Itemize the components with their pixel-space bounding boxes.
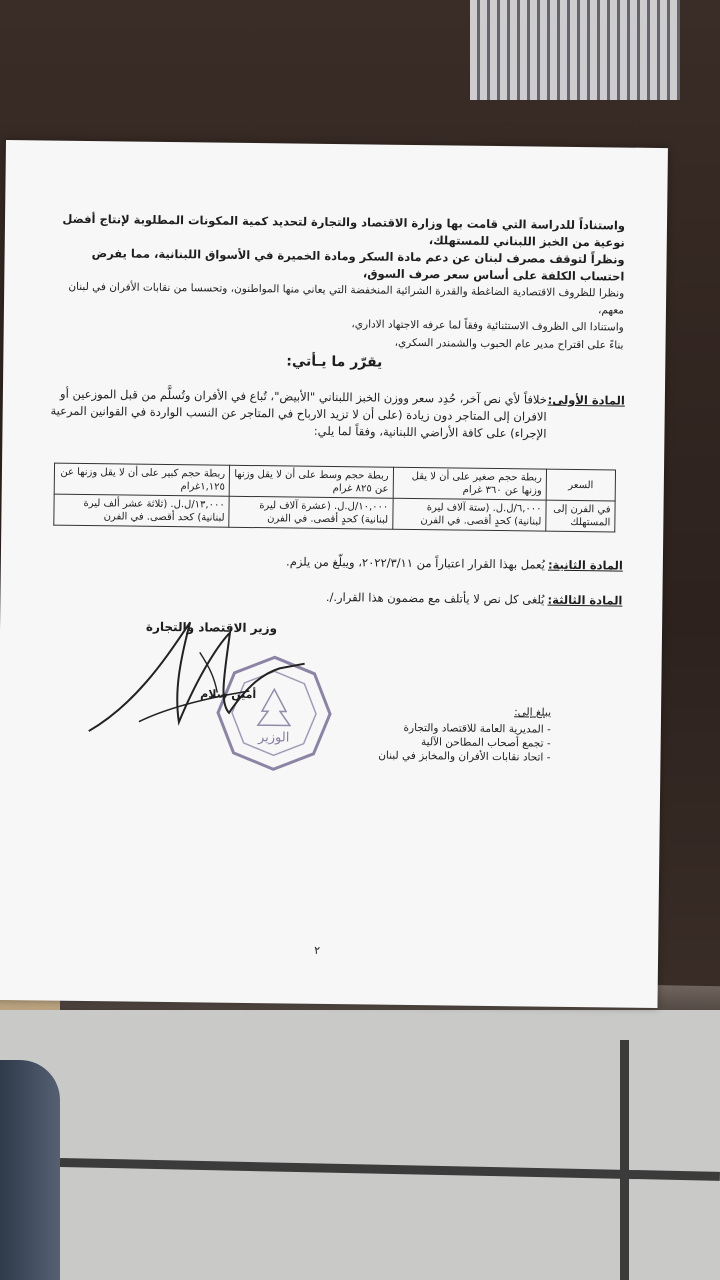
decree-title: يقرّر ما يـأتي: [286, 353, 383, 371]
price-table [53, 463, 616, 533]
price-header-label: السعر [546, 469, 615, 501]
price-small: ٦,٠٠٠/ل.ل. (ستة آلاف ليرة لبنانية) كحدٍ أقصى. في الفرن [393, 498, 547, 531]
column-size-large: ربطة حجم كبير على أن لا يقل وزنها عن ١,١٢٥غرام [54, 463, 230, 496]
intro-paragraph-1: واستناداً للدراسة التي قامت بها وزارة الاقتصاد والتجارة لتحديد كمية المكونات المطلوبة لإنتاج أفضل نوعية من الخبز اللبناني للمستهلك، [62, 211, 626, 250]
notify-title: يبلغ إلى: [514, 706, 552, 719]
article-3 [47, 586, 622, 610]
article-2 [48, 551, 623, 575]
minister-name: أمين سلام [200, 687, 257, 702]
seal-text: الوزير [257, 730, 290, 746]
article-2-label: المادة الثانية: [547, 557, 623, 573]
price-medium: ١٠,٠٠٠/ل.ل. (عشرة آلاف ليرة لبنانية) كحدٍ أقصى. في الفرن [229, 496, 393, 529]
intro-paragraph-3: ونظرا للظروف الاقتصادية الضاغطة والقدرة الشرائية المنخفضة التي يعاني منها المواطنون، وتحسسا من نقابات الأفران في لبنان معهم، [68, 280, 625, 317]
article-2-text: يُعمل بهذا القرار اعتباراً من ٢٠٢٢/٣/١١، ويبلّغ من يلزم. [286, 554, 545, 572]
list-item: - المديرية العامة للاقتصاد والتجارة [378, 721, 550, 737]
article-1-label: المادة الأولى: [547, 392, 625, 408]
article-1 [49, 386, 625, 444]
intro-paragraph-5: بناءً على اقتراح مدير عام الحبوب والشمندر السكري، [394, 336, 624, 352]
table-row [54, 494, 615, 532]
row-label: في الفرن إلى المستهلك [546, 500, 615, 532]
price-large: ١٣,٠٠٠/ل.ل. (ثلاثة عشر ألف ليرة لبنانية) كحد أقصى. في الفرن [54, 494, 230, 527]
intro-paragraph-4: واستنادا الى الظروف الاستثنائية وفقاً لما عرفه الاجتهاد الاداري، [351, 318, 624, 334]
document-content [0, 140, 668, 1008]
foreground-object [0, 1060, 60, 1280]
tile-grout-vertical [620, 1040, 629, 1280]
notify-list [378, 721, 551, 765]
column-size-medium: ربطة حجم وسط على أن لا يقل وزنها عن ٨٢٥ غرام [229, 465, 393, 498]
minister-title: وزير الاقتصاد والتجارة [145, 619, 278, 636]
list-item: - تجمع أصحاب المطاحن الآلية [378, 735, 550, 751]
page-number: ٢ [314, 943, 321, 957]
signature-icon [79, 611, 311, 744]
article-3-label: المادة الثالثة: [547, 592, 623, 608]
window-blinds [470, 0, 680, 100]
floor-tiles [0, 1010, 720, 1280]
article-3-text: يُلغى كل نص لا يأتلف مع مضمون هذا القرار./. [325, 589, 545, 607]
list-item: - اتحاد نقابات الأفران والمخابز في لبنان [378, 749, 550, 765]
column-size-small: ربطة حجم صغير على أن لا يقل وزنها عن ٣٦٠ غرام [393, 467, 547, 500]
intro-paragraph-2: ونظراً لتوقف مصرف لبنان عن دعم مادة السكر ومادة الخميرة في الأسواق اللبنانية، مما يفرض احتساب الكلفة على أساس سعر صرف السوق، [91, 246, 625, 284]
article-1-text: خلافاً لأي نص آخر، حُدِد سعر ووزن الخبز اللبناني "الأبيض"، تُباع في الأفران وتُسلَّم من قبل الموزعين أو الافران إلى المتاجر دون زيادة (على أن لا تزيد الارباح في المتاجر عن النسب الواردة في القوانين المرعية الإجراء) على كافة الأراضي اللبنانية، وفقاً لما يلي: [50, 386, 547, 441]
document-page [0, 140, 668, 1008]
